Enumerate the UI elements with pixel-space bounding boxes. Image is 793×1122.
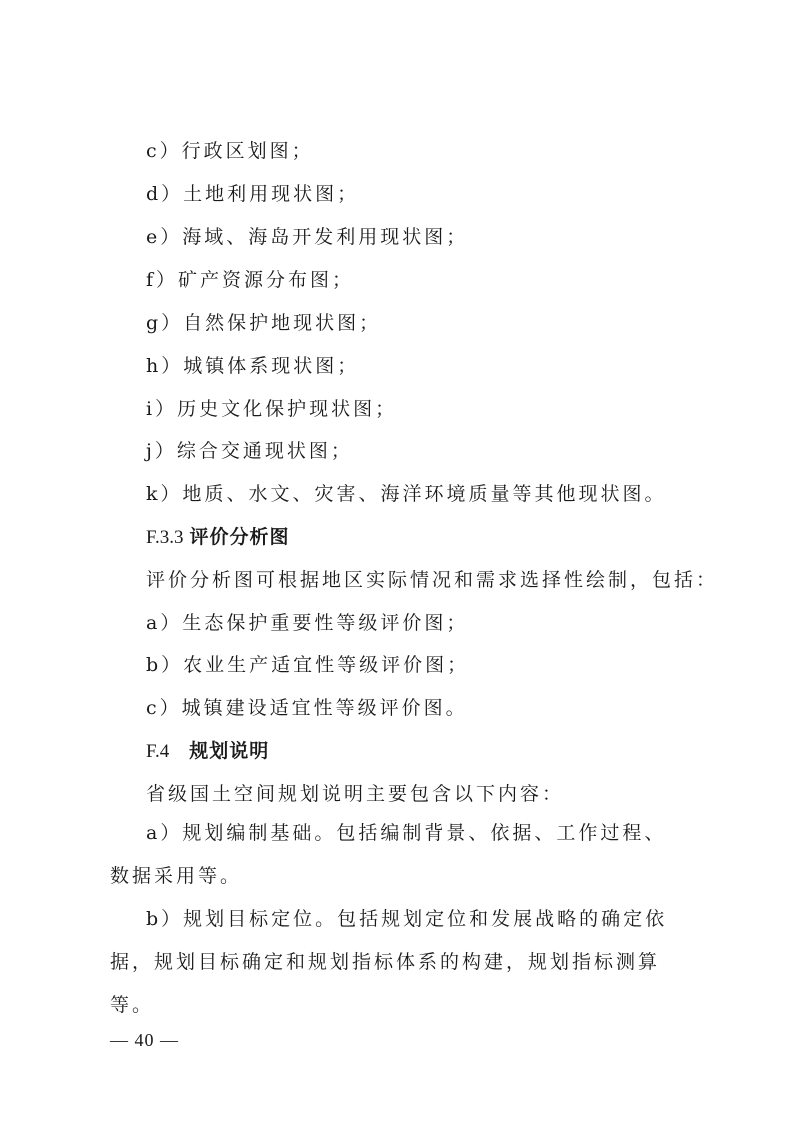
section-intro: 省级国土空间规划说明主要包含以下内容： bbox=[146, 783, 565, 805]
list-item-f: f）矿产资源分布图； bbox=[146, 269, 355, 291]
section-title: 评价分析图 bbox=[189, 526, 290, 548]
list-item-e: e）海域、海岛开发利用现状图； bbox=[146, 226, 469, 248]
list-item-c: c）城镇建设适宜性等级评价图。 bbox=[146, 697, 468, 719]
list-item-j: j）综合交通现状图； bbox=[146, 440, 353, 462]
list-item-d: d）土地利用现状图； bbox=[146, 183, 360, 205]
list-item-c: c）行政区划图； bbox=[146, 140, 314, 162]
section-number: F.4 bbox=[146, 741, 170, 762]
list-item-a: a）生态保护重要性等级评价图； bbox=[146, 612, 469, 634]
list-item-h: h）城镇体系现状图； bbox=[146, 355, 360, 377]
list-item-g: g）自然保护地现状图； bbox=[146, 312, 382, 334]
section-heading-f33 bbox=[146, 524, 746, 551]
section-heading-f4 bbox=[146, 738, 746, 765]
section-title: 规划说明 bbox=[189, 740, 270, 762]
paragraph-b: b）规划目标定位。包括规划定位和发展战略的确定依据，规划目标确定和规划指标体系的构建，规划指标测算等。 bbox=[110, 908, 668, 1016]
list-item-i: i）历史文化保护现状图； bbox=[146, 398, 398, 420]
list-item-b: b）农业生产适宜性等级评价图； bbox=[146, 654, 470, 676]
section-intro: 评价分析图可根据地区实际情况和需求选择性绘制，包括： bbox=[146, 569, 719, 591]
paragraph-a: a）规划编制基础。包括编制背景、依据、工作过程、数据采用等。 bbox=[110, 822, 667, 887]
section-number: F.3.3 bbox=[146, 527, 184, 548]
page-number: — 40 — bbox=[110, 1030, 179, 1050]
list-item-k: k）地质、水文、灾害、海洋环境质量等其他现状图。 bbox=[146, 483, 667, 505]
